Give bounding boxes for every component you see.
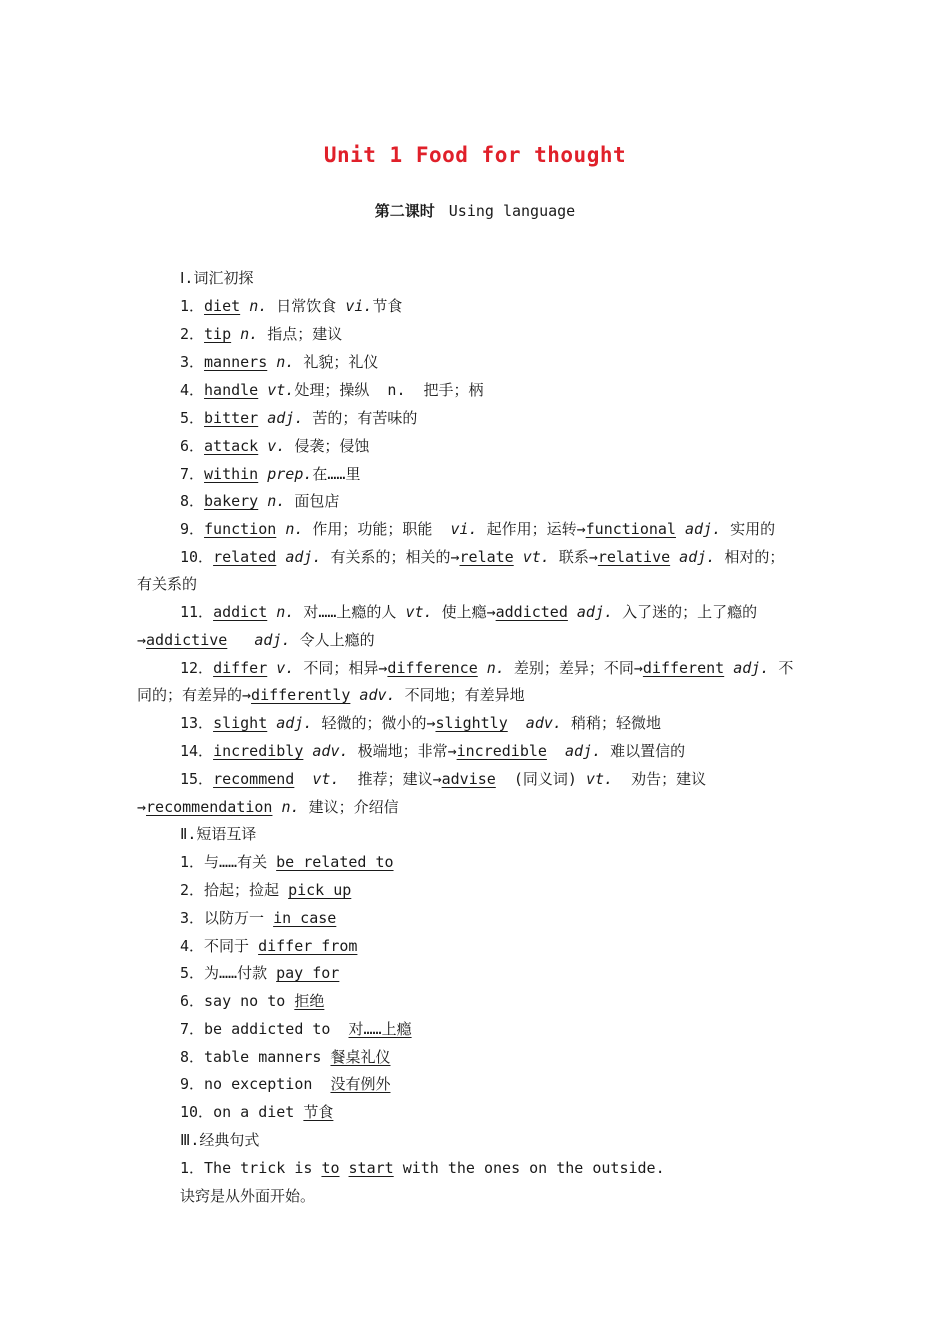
vocab-item: 4．handle vt.处理；操纵 n. 把手；柄 bbox=[180, 381, 484, 399]
vocab-item: 8．bakery n. 面包店 bbox=[180, 492, 340, 510]
vocab-item: 3．manners n. 礼貌；礼仪 bbox=[180, 353, 379, 371]
vocab-item: 7．within prep.在……里 bbox=[180, 465, 361, 483]
vocab-item: 9．function n. 作用；功能；职能 vi. 起作用；运转→functional adj. 实用的 bbox=[180, 520, 776, 538]
vocab-item: 12．differ v. 不同；相异→difference n. 差别；差异；不同→different adj. 不 bbox=[180, 659, 794, 677]
section-heading-sentences: Ⅲ.经典句式 bbox=[180, 1131, 260, 1149]
sentence-translation: 诀窍是从外面开始。 bbox=[180, 1187, 316, 1205]
vocab-item: 1．diet n. 日常饮食 vi.节食 bbox=[180, 297, 403, 315]
vocab-item-continued: →addictive adj. 令人上瘾的 bbox=[137, 631, 375, 649]
subtitle-zh: 第二课时 bbox=[374, 202, 435, 220]
vocab-item-continued: 同的；有差异的→differently adv. 不同地；有差异地 bbox=[137, 686, 525, 704]
vocab-item: 14．incredibly adv. 极端地；非常→incredible adj. 难以置信的 bbox=[180, 742, 686, 760]
vocab-item: 10．related adj. 有关系的；相关的→relate vt. 联系→relative adj. 相对的； bbox=[180, 548, 785, 566]
phrase-item: 4．不同于 differ from bbox=[180, 937, 358, 955]
section-heading-vocab: Ⅰ.词汇初探 bbox=[180, 269, 254, 287]
vocab-item-continued: →recommendation n. 建议；介绍信 bbox=[137, 798, 399, 816]
vocab-item-continued: 有关系的 bbox=[137, 575, 198, 593]
lesson-subtitle bbox=[0, 200, 950, 221]
phrase-item: 5．为……付款 pay for bbox=[180, 964, 340, 982]
vocab-item: 6．attack v. 侵袭；侵蚀 bbox=[180, 437, 370, 455]
vocab-item: 2．tip n. 指点；建议 bbox=[180, 325, 343, 343]
phrase-item: 3．以防万一 in case bbox=[180, 909, 337, 927]
vocab-item: 13．slight adj. 轻微的；微小的→slightly adv. 稍稍；轻微地 bbox=[180, 714, 661, 732]
vocab-item: 11．addict n. 对……上瘾的人 vt. 使上瘾→addicted adj. 入了迷的；上了瘾的 bbox=[180, 603, 758, 621]
subtitle-en: Using language bbox=[448, 202, 576, 220]
phrase-item: 10．on a diet 节食 bbox=[180, 1103, 334, 1121]
phrase-item: 1．与……有关 be related to bbox=[180, 853, 394, 871]
phrase-item: 8．table manners 餐桌礼仪 bbox=[180, 1048, 391, 1066]
phrase-item: 9．no exception 没有例外 bbox=[180, 1075, 391, 1093]
page-title: Unit 1 Food for thought bbox=[323, 143, 627, 167]
sentence-item: 1．The trick is to start with the ones on the outside. bbox=[180, 1159, 665, 1177]
phrase-item: 6．say no to 拒绝 bbox=[180, 992, 325, 1010]
phrase-item: 2．拾起；捡起 pick up bbox=[180, 881, 352, 899]
section-heading-phrases: Ⅱ.短语互译 bbox=[180, 825, 257, 843]
phrase-item: 7．be addicted to 对……上瘾 bbox=[180, 1020, 412, 1038]
vocab-item: 5．bitter adj. 苦的；有苦味的 bbox=[180, 409, 418, 427]
vocab-item: 15．recommend vt. 推荐；建议→advise (同义词) vt. 劝告；建议 bbox=[180, 770, 707, 788]
